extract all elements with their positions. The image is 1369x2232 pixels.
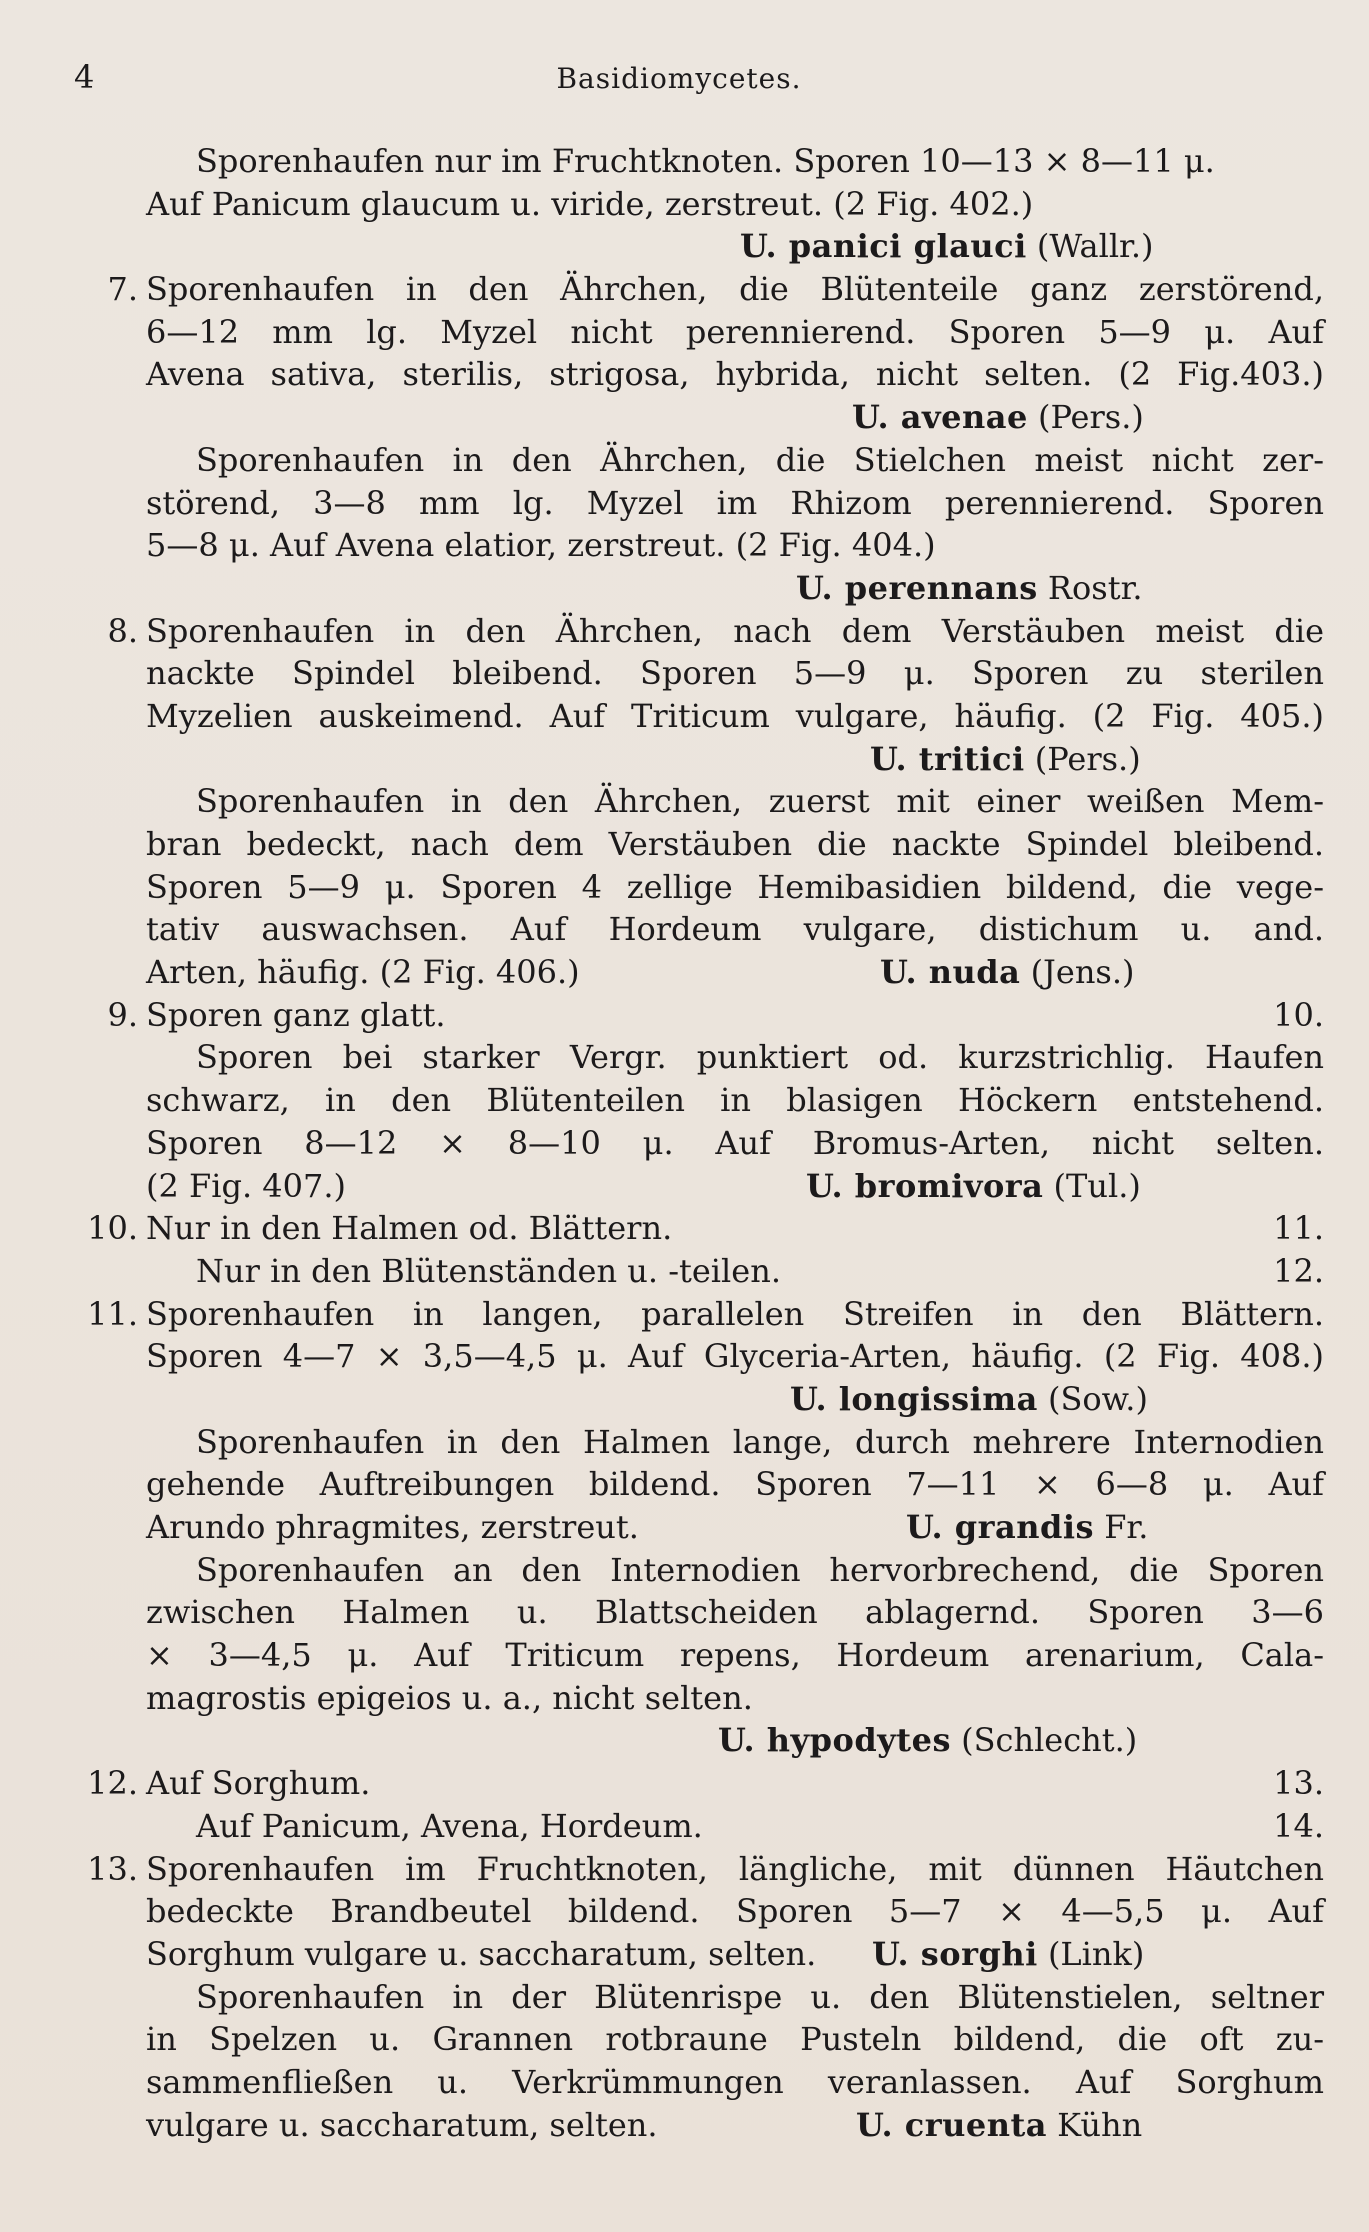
couplet-number: 11. xyxy=(87,1294,138,1333)
key-line xyxy=(74,1549,1324,1592)
key-couplet-line xyxy=(74,268,1324,311)
line-text: Sporenhaufen in den Halmen lange, durch mehrere Internodien xyxy=(196,1422,1324,1461)
species-name xyxy=(740,225,1153,268)
key-text xyxy=(74,140,1324,2146)
line-text: tativ auswachsen. Auf Hordeum vulgare, distichum u. and. xyxy=(146,910,1324,949)
species-binomial: U. avenae xyxy=(852,398,1028,437)
key-line xyxy=(74,2061,1324,2104)
key-couplet-line xyxy=(74,1848,1324,1891)
line-text: Sporen ganz glatt. xyxy=(146,995,446,1034)
key-line xyxy=(74,1421,1324,1464)
line-text: Sporenhaufen an den Internodien hervorbrechend, die Sporen xyxy=(196,1550,1324,1589)
line-text: Sporenhaufen in den Ährchen, die Stielchen meist nicht zer- xyxy=(196,440,1324,479)
key-line xyxy=(74,1591,1324,1634)
species-author: (Tul.) xyxy=(1043,1166,1141,1205)
key-line xyxy=(74,311,1324,354)
species-binomial: U. nuda xyxy=(880,953,1021,992)
line-text: gehende Auftreibungen bildend. Sporen 7—11 × 6—8 μ. Auf xyxy=(146,1465,1324,1504)
key-line xyxy=(74,1036,1324,1079)
line-text: Sporenhaufen in den Ährchen, zuerst mit einer weißen Mem- xyxy=(196,782,1324,821)
line-text: Sporen bei starker Vergr. punktiert od. kurzstrichlig. Haufen xyxy=(196,1038,1324,1077)
species-name xyxy=(880,951,1135,994)
line-text: magrostis epigeios u. a., nicht selten. xyxy=(146,1678,753,1717)
line-text: Nur in den Halmen od. Blättern. xyxy=(146,1209,673,1248)
line-text: Sporenhaufen in den Ährchen, nach dem Verstäuben meist die xyxy=(146,611,1324,650)
couplet-number: 7. xyxy=(107,270,138,309)
species-author: (Wallr.) xyxy=(1026,227,1154,266)
species-binomial: U. bromivora xyxy=(806,1166,1044,1205)
couplet-reference: 11. xyxy=(1273,1209,1324,1248)
couplet-number: 12. xyxy=(87,1764,138,1803)
key-line xyxy=(74,1976,1324,2019)
line-text: Sporenhaufen in der Blütenrispe u. den Blütenstielen, seltner xyxy=(196,1977,1324,2016)
key-line xyxy=(74,140,1324,183)
species-author: (Link) xyxy=(1037,1934,1145,1973)
key-line xyxy=(74,524,1324,567)
line-text: Sporen 4—7 × 3,5—4,5 μ. Auf Glyceria-Arten, häufig. (2 Fig. 408.) xyxy=(146,1337,1324,1376)
key-couplet-line xyxy=(74,1762,1324,1805)
key-line xyxy=(74,439,1324,482)
line-text: 5—8 μ. Auf Avena elatior, zerstreut. (2 Fig. 404.) xyxy=(146,526,936,565)
line-text: nackte Spindel bleibend. Sporen 5—9 μ. Sporen zu sterilen xyxy=(146,654,1324,693)
couplet-reference: 12. xyxy=(1273,1251,1324,1290)
key-couplet-line xyxy=(74,1207,1324,1250)
species-name xyxy=(806,1165,1141,1208)
line-text: zwischen Halmen u. Blattscheiden ablagernd. Sporen 3—6 xyxy=(146,1593,1324,1632)
species-binomial: U. tritici xyxy=(870,739,1025,778)
key-line xyxy=(74,1335,1324,1378)
species-name-line xyxy=(74,1378,1324,1421)
species-binomial: U. panici glauci xyxy=(740,227,1027,266)
key-line xyxy=(74,823,1324,866)
species-name xyxy=(906,1506,1148,1549)
page-number: 4 xyxy=(74,58,95,96)
species-name xyxy=(870,738,1141,781)
species-name xyxy=(872,1933,1144,1976)
species-author: Kühn xyxy=(1047,2105,1143,2144)
key-line xyxy=(74,951,1324,994)
line-text: Sporenhaufen nur im Fruchtknoten. Sporen 10—13 × 8—11 μ. xyxy=(196,142,1215,180)
key-line xyxy=(74,1079,1324,1122)
line-text: bran bedeckt, nach dem Verstäuben die nackte Spindel bleibend. xyxy=(146,825,1324,863)
line-text: Sporen 5—9 μ. Sporen 4 zellige Hemibasidien bildend, die vege- xyxy=(146,867,1324,906)
line-text: Sorghum vulgare u. saccharatum, selten. xyxy=(146,1934,817,1973)
line-text: Avena sativa, sterilis, strigosa, hybrida, nicht selten. (2 Fig.403.) xyxy=(146,355,1324,394)
line-text: Myzelien auskeimend. Auf Triticum vulgare, häufig. (2 Fig. 405.) xyxy=(146,696,1324,735)
line-text: Auf Sorghum. xyxy=(146,1764,371,1803)
species-name xyxy=(856,2104,1142,2147)
species-binomial: U. perennans xyxy=(796,568,1038,607)
species-name xyxy=(790,1378,1148,1421)
couplet-reference: 13. xyxy=(1273,1764,1324,1803)
key-line xyxy=(74,183,1324,226)
species-binomial: U. grandis xyxy=(906,1508,1095,1546)
key-line xyxy=(74,1463,1324,1506)
couplet-reference: 10. xyxy=(1273,995,1324,1034)
couplet-number: 8. xyxy=(107,611,138,650)
species-author: (Pers.) xyxy=(1024,739,1141,778)
key-line xyxy=(74,866,1324,909)
species-binomial: U. hypodytes xyxy=(718,1721,951,1760)
line-text: Sporen 8—12 × 8—10 μ. Auf Bromus-Arten, nicht selten. xyxy=(146,1123,1324,1162)
line-text: Sporenhaufen in langen, parallelen Streifen in den Blättern. xyxy=(146,1294,1324,1333)
species-name xyxy=(796,567,1143,610)
species-name xyxy=(718,1719,1137,1762)
species-binomial: U. sorghi xyxy=(872,1934,1038,1973)
species-author: Rostr. xyxy=(1037,568,1143,607)
line-text: bedeckte Brandbeutel bildend. Sporen 5—7 × 4—5,5 μ. Auf xyxy=(146,1892,1324,1931)
key-line xyxy=(74,695,1324,738)
key-couplet-line xyxy=(74,994,1324,1037)
line-text: in Spelzen u. Grannen rotbraune Pusteln bildend, die oft zu- xyxy=(146,2020,1324,2059)
species-binomial: U. cruenta xyxy=(856,2105,1047,2144)
line-text: sammenfließen u. Verkrümmungen veranlassen. Auf Sorghum xyxy=(146,2062,1324,2101)
line-text: 6—12 mm lg. Myzel nicht perennierend. Sporen 5—9 μ. Auf xyxy=(146,312,1324,351)
line-text: Auf Panicum, Avena, Hordeum. xyxy=(196,1806,703,1845)
line-text: × 3—4,5 μ. Auf Triticum repens, Hordeum arenarium, Cala- xyxy=(146,1636,1324,1675)
species-author: (Pers.) xyxy=(1027,398,1144,437)
species-author: (Schlecht.) xyxy=(950,1721,1138,1760)
key-line xyxy=(74,2018,1324,2061)
key-line xyxy=(74,780,1324,823)
couplet-reference: 14. xyxy=(1273,1806,1324,1845)
line-text: Nur in den Blütenständen u. -teilen. xyxy=(196,1251,781,1290)
line-text: (2 Fig. 407.) xyxy=(146,1166,347,1205)
species-name-line xyxy=(74,225,1324,268)
line-text: Sporenhaufen in den Ährchen, die Blütenteile ganz zerstörend, xyxy=(146,270,1324,309)
couplet-number: 13. xyxy=(87,1849,138,1888)
key-line xyxy=(74,1890,1324,1933)
key-line xyxy=(74,1250,1324,1293)
key-line xyxy=(74,908,1324,951)
line-text: schwarz, in den Blütenteilen in blasigen Höckern entstehend. xyxy=(146,1081,1324,1120)
species-author: (Sow.) xyxy=(1037,1379,1148,1418)
couplet-number: 9. xyxy=(107,995,138,1034)
species-author: (Jens.) xyxy=(1020,953,1135,992)
running-title: Basidiomycetes. xyxy=(556,62,802,95)
key-line xyxy=(74,652,1324,695)
species-name-line xyxy=(74,396,1324,439)
key-line xyxy=(74,1506,1324,1549)
line-text: Sporenhaufen im Fruchtknoten, längliche, mit dünnen Häutchen xyxy=(146,1849,1324,1888)
key-line xyxy=(74,1677,1324,1720)
species-name-line xyxy=(74,567,1324,610)
key-line xyxy=(74,1634,1324,1677)
species-name-line xyxy=(74,738,1324,781)
key-line xyxy=(74,2104,1324,2147)
key-line xyxy=(74,353,1324,396)
species-binomial: U. longissima xyxy=(790,1379,1038,1418)
line-text: Arten, häufig. (2 Fig. 406.) xyxy=(146,953,580,992)
line-text: Arundo phragmites, zerstreut. xyxy=(146,1508,639,1546)
species-name-line xyxy=(74,1719,1324,1762)
key-line xyxy=(74,1933,1324,1976)
key-line xyxy=(74,1165,1324,1208)
key-couplet-line xyxy=(74,610,1324,653)
key-line xyxy=(74,1122,1324,1165)
key-line xyxy=(74,482,1324,525)
line-text: Auf Panicum glaucum u. viride, zerstreut. (2 Fig. 402.) xyxy=(146,184,1034,223)
page-header xyxy=(74,58,1284,102)
key-line xyxy=(74,1805,1324,1848)
line-text: vulgare u. saccharatum, selten. xyxy=(146,2105,658,2144)
species-author: Fr. xyxy=(1094,1508,1149,1546)
key-couplet-line xyxy=(74,1293,1324,1336)
couplet-number: 10. xyxy=(87,1209,138,1248)
species-name xyxy=(852,396,1144,439)
line-text: störend, 3—8 mm lg. Myzel im Rhizom perennierend. Sporen xyxy=(146,483,1324,522)
